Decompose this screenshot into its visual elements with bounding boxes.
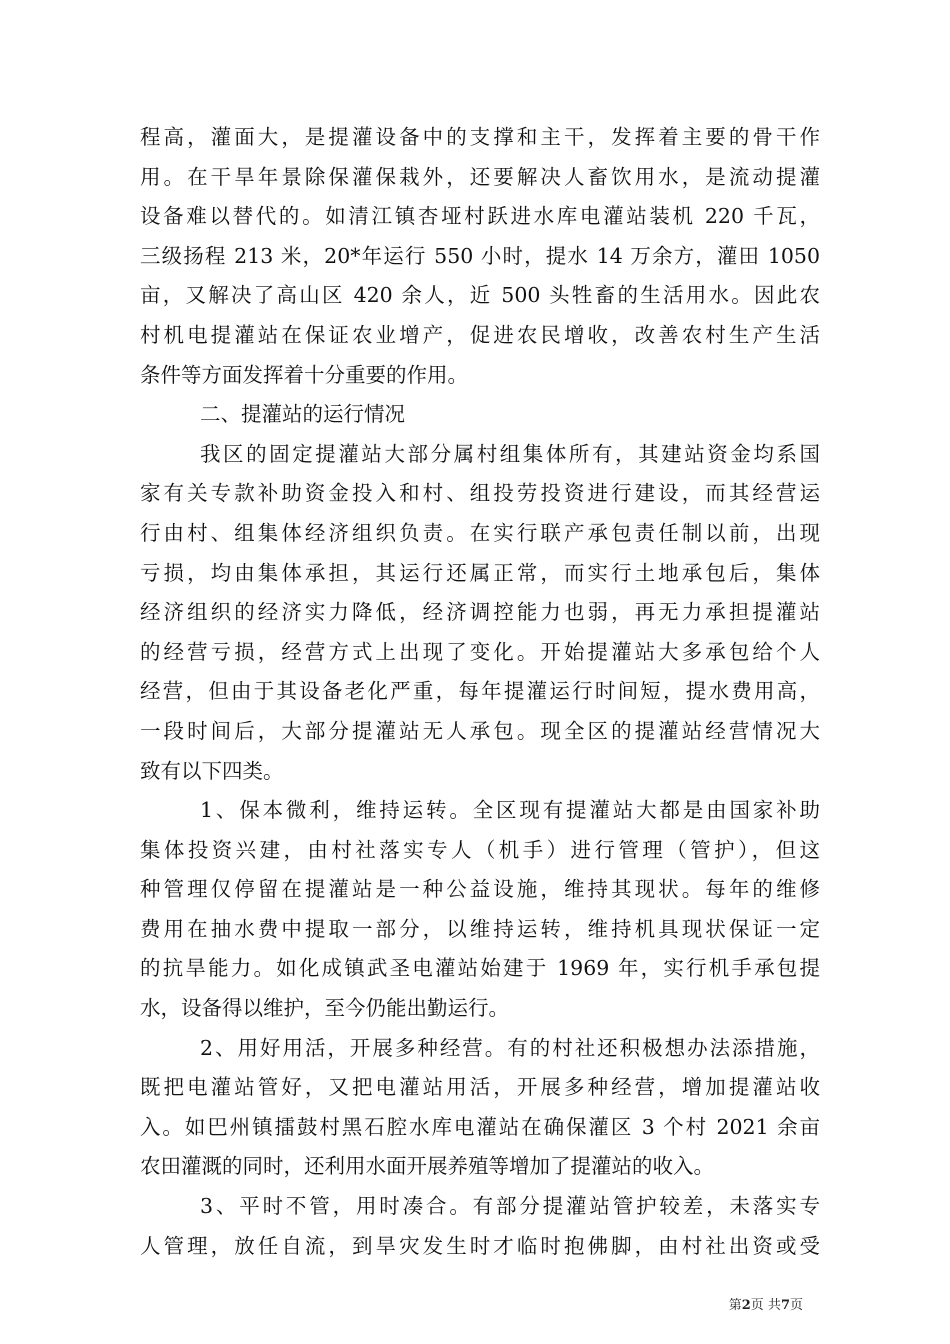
text-line: 的抗旱能力。如化成镇武圣电灌站始建于 1969 年，实行机手承包提 bbox=[140, 956, 820, 981]
text-line: 一段时间后，大部分提灌站无人承包。现全区的提灌站经营情况大 bbox=[140, 718, 820, 743]
text-line: 家有关专款补助资金投入和村、组投劳投资进行建设，而其经营运 bbox=[140, 481, 820, 506]
text-line: 1、保本微利，维持运转。全区现有提灌站大都是由国家补助 bbox=[200, 798, 820, 823]
text-line: 入。如巴州镇擂鼓村黑石腔水库电灌站在确保灌区 3 个村 2021 余亩 bbox=[140, 1114, 820, 1139]
text-line: 行由村、组集体经济组织负责。在实行联产承包责任制以前，出现 bbox=[140, 520, 820, 545]
text-line: 二、提灌站的运行情况 bbox=[200, 402, 405, 427]
page-footer bbox=[729, 1298, 803, 1314]
current-page-number: 2 bbox=[741, 1298, 751, 1313]
text-line: 2、用好用活，开展多种经营。有的村社还积极想办法添措施， bbox=[200, 1035, 820, 1060]
text-line: 既把电灌站管好，又把电灌站用活，开展多种经营，增加提灌站收 bbox=[140, 1075, 820, 1100]
text-line: 三级扬程 213 米，20*年运行 550 小时，提水 14 万余方，灌田 1050 bbox=[140, 243, 820, 268]
footer-middle: 页 共 bbox=[750, 1298, 781, 1313]
text-line: 亩，又解决了高山区 420 余人，近 500 头牲畜的生活用水。因此农 bbox=[140, 283, 820, 308]
body-text bbox=[140, 118, 820, 1266]
text-line: 经营，但由于其设备老化严重，每年提灌运行时间短，提水费用高， bbox=[140, 679, 820, 704]
text-line: 设备难以替代的。如清江镇杏垭村跃进水库电灌站装机 220 千瓦， bbox=[140, 204, 820, 229]
text-line: 我区的固定提灌站大部分属村组集体所有，其建站资金均系国 bbox=[200, 441, 820, 466]
text-line: 种管理仅停留在提灌站是一种公益设施，维持其现状。每年的维修 bbox=[140, 877, 820, 902]
text-line: 人管理，放任自流，到旱灾发生时才临时抱佛脚，由村社出资或受 bbox=[140, 1233, 820, 1258]
text-line: 亏损，均由集体承担，其运行还属正常，而实行土地承包后，集体 bbox=[140, 560, 820, 585]
text-line: 集体投资兴建，由村社落实专人（机手）进行管理（管护），但这 bbox=[140, 837, 820, 862]
text-line: 用。在干旱年景除保灌保栽外，还要解决人畜饮用水，是流动提灌 bbox=[140, 164, 820, 189]
text-line: 的经营亏损，经营方式上出现了变化。开始提灌站大多承包给个人 bbox=[140, 639, 820, 664]
text-line: 费用在抽水费中提取一部分，以维持运转，维持机具现状保证一定 bbox=[140, 916, 820, 941]
text-line: 程高，灌面大，是提灌设备中的支撑和主干，发挥着主要的骨干作 bbox=[140, 125, 820, 149]
total-page-number: 7 bbox=[780, 1298, 790, 1313]
text-line: 村机电提灌站在保证农业增产，促进农民增收，改善农村生产生活 bbox=[140, 322, 820, 347]
text-line: 农田灌溉的同时，还利用水面开展养殖等增加了提灌站的收入。 bbox=[140, 1154, 714, 1179]
text-line: 水，设备得以维护，至今仍能出勤运行。 bbox=[140, 996, 509, 1021]
text-line: 经济组织的经济实力降低，经济调控能力也弱，再无力承担提灌站 bbox=[140, 600, 820, 625]
text-line: 条件等方面发挥着十分重要的作用。 bbox=[140, 362, 468, 387]
text-line: 致有以下四类。 bbox=[140, 758, 284, 783]
text-line: 3、平时不管，用时凑合。有部分提灌站管护较差，未落实专 bbox=[200, 1194, 820, 1219]
footer-prefix: 第 bbox=[728, 1298, 742, 1313]
footer-suffix: 页 bbox=[789, 1298, 803, 1313]
